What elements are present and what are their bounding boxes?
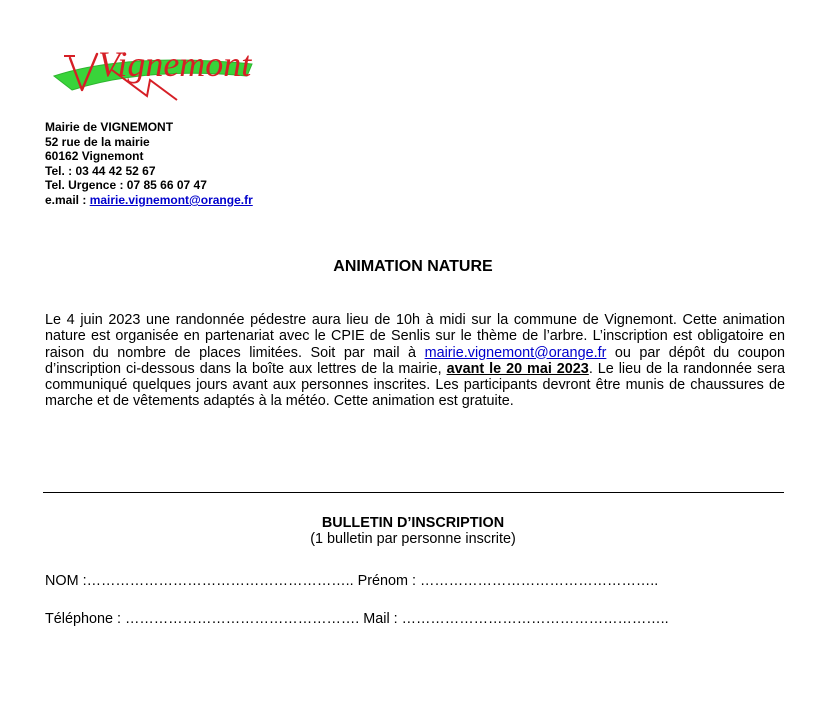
contact-email-link[interactable]: mairie.vignemont@orange.fr bbox=[89, 192, 253, 207]
contact-email-label: e.mail : bbox=[45, 192, 90, 207]
paragraph-email-link[interactable]: mairie.vignemont@orange.fr bbox=[424, 344, 607, 361]
bulletin-subtitle: (1 bulletin par personne inscrite) bbox=[310, 531, 516, 547]
contact-block bbox=[45, 120, 253, 208]
paragraph-text-2: ou par dépôt du coupon d’inscription ci-dessous dans la boîte aux lettres de la mairie, bbox=[45, 344, 786, 377]
form-line-name[interactable]: NOM :……………………………………………….. Prénom : ………………………………………….. bbox=[45, 573, 659, 589]
section-divider bbox=[43, 492, 784, 493]
contact-name: Mairie de VIGNEMONT bbox=[45, 120, 174, 134]
contact-email-line bbox=[45, 193, 253, 208]
deadline-text: avant le 20 mai 2023 bbox=[446, 360, 589, 377]
logo-wordmark: Vignemont bbox=[98, 44, 252, 84]
contact-street: 52 rue de la mairie bbox=[45, 134, 150, 149]
vignemont-logo bbox=[42, 30, 272, 122]
form-line-contact[interactable]: Téléphone : …………………………………………. Mail : ……………………………………………….. bbox=[45, 611, 669, 627]
announcement-paragraph bbox=[45, 312, 785, 410]
contact-urgence: Tel. Urgence : 07 85 66 07 47 bbox=[45, 178, 207, 193]
paragraph-text-3: . Le lieu de la randonnée sera communiqué quelques jours avant aux personnes inscrites. Les participants devront être munis de chaussures de marche et de vêtements adaptés à la météo. Cette animation est gratuite. bbox=[45, 360, 785, 410]
contact-tel: Tel. : 03 44 42 52 67 bbox=[45, 163, 156, 178]
bulletin-title: BULLETIN D’INSCRIPTION bbox=[321, 515, 505, 531]
paragraph-text-1: Le 4 juin 2023 une randonnée pédestre aura lieu de 10h à midi sur la commune de Vignemont. Cette animation nature est organisée en partenariat avec le CPIE de Senlis sur le thème de l’arbre. L’inscription est obligatoire en raison du nombre de places limitées. Soit par mail à bbox=[45, 312, 785, 361]
page-title: ANIMATION NATURE bbox=[333, 258, 493, 275]
contact-city: 60162 Vignemont bbox=[45, 149, 144, 164]
